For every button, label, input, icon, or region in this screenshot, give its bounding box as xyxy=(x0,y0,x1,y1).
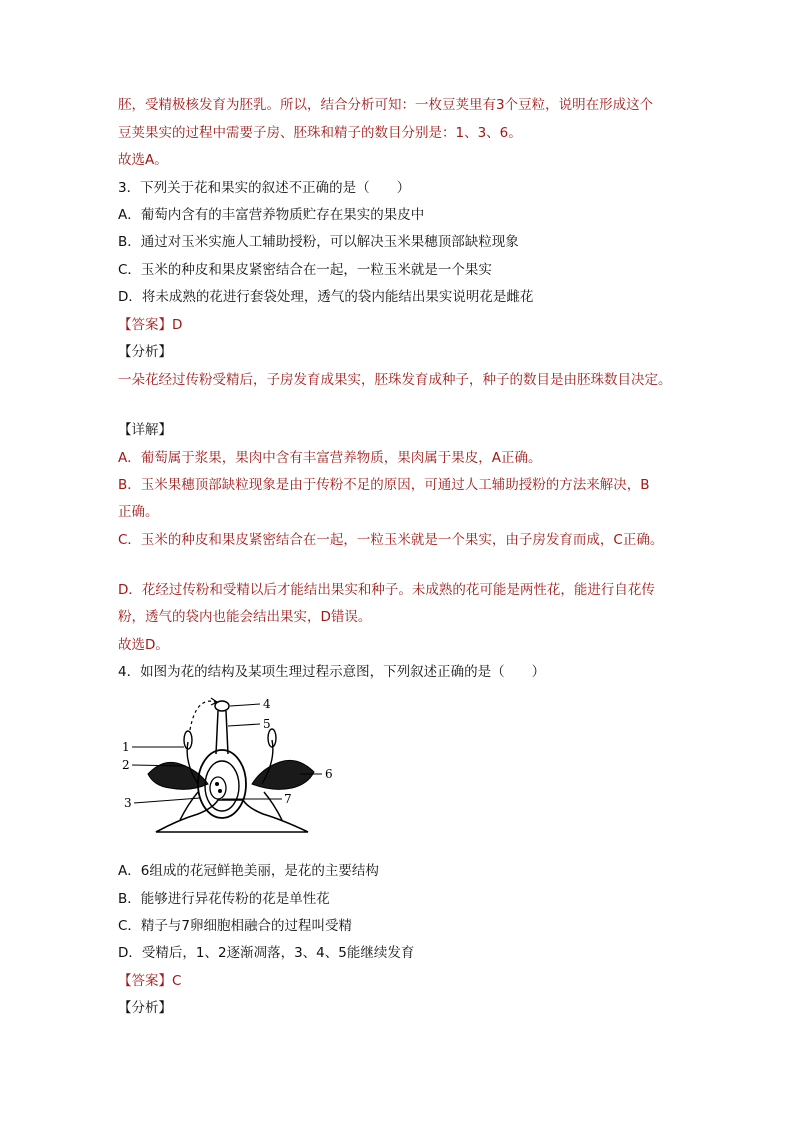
text-line-l6: B．通过对玉米实施人工辅助授粉，可以解决玉米果穗顶部缺粒现象 xyxy=(118,234,519,250)
text-line-l3: 故选A。 xyxy=(118,152,168,168)
leader-line-4 xyxy=(230,704,260,706)
text-line-l8: D．将未成熟的花进行套袋处理，透气的袋内能结出果实说明花是雌花 xyxy=(118,289,534,305)
text-line-l1: 胚，受精极核发育为胚乳。所以，结合分析可知：一枚豆荚里有3个豆粒，说明在形成这个 xyxy=(118,97,654,113)
text-line-l25: 【答案】C xyxy=(118,973,182,989)
diagram-label-2: 2 xyxy=(122,758,130,772)
text-line-l11: 一朵花经过传粉受精后，子房发育成果实，胚珠发育成种子，种子的数目是由胚珠数目决定。 xyxy=(118,372,672,388)
diagram-label-4: 4 xyxy=(263,697,271,711)
egg-cell-dot xyxy=(215,782,219,786)
flower-structure-svg xyxy=(118,692,348,842)
text-line-l5: A．葡萄内含有的丰富营养物质贮存在果实的果皮中 xyxy=(118,207,425,223)
polar-nucleus-dot xyxy=(218,789,222,793)
text-line-l4: 3．下列关于花和果实的叙述不正确的是（ ） xyxy=(118,180,411,196)
text-line-l24: D．受精后，1、2逐渐凋落，3、4、5能继续发育 xyxy=(118,945,415,961)
text-line-l22: B．能够进行异花传粉的花是单性花 xyxy=(118,891,330,907)
text-line-l15: 正确。 xyxy=(118,504,159,520)
text-line-l10: 【分析】 xyxy=(118,344,172,360)
diagram-label-6: 6 xyxy=(325,767,333,781)
text-line-l2: 豆荚果实的过程中需要子房、胚珠和精子的数目分别是：1、3、6。 xyxy=(118,125,522,141)
text-line-l17: D．花经过传粉和受精以后才能结出果实和种子。未成熟的花可能是两性花，能进行自花传 xyxy=(118,582,655,598)
text-line-l16: C．玉米的种皮和果皮紧密结合在一起，一粒玉米就是一个果实，由子房发育而成，C正确。 xyxy=(118,532,664,548)
text-line-l18: 粉，透气的袋内也能会结出果实，D错误。 xyxy=(118,609,372,625)
text-line-l21: A．6组成的花冠鲜艳美丽，是花的主要结构 xyxy=(118,863,379,879)
pollination-arrow-path xyxy=(190,701,216,730)
text-line-l23: C．精子与7卵细胞相融合的过程叫受精 xyxy=(118,918,353,934)
right-petal-shape xyxy=(252,760,314,789)
ovule-shape xyxy=(210,777,226,799)
diagram-label-1: 1 xyxy=(122,740,130,754)
text-line-l9: 【答案】D xyxy=(118,317,183,333)
diagram-label-3: 3 xyxy=(124,796,132,810)
left-sepal-shape xyxy=(180,792,198,820)
style-shape xyxy=(216,711,228,754)
text-line-l19: 故选D。 xyxy=(118,637,169,653)
diagram-label-7: 7 xyxy=(284,792,292,806)
diagram-label-5: 5 xyxy=(263,717,271,731)
leader-line-5 xyxy=(228,724,260,726)
text-line-l13: A．葡萄属于浆果，果肉中含有丰富营养物质，果肉属于果皮，A正确。 xyxy=(118,450,542,466)
text-line-l12: 【详解】 xyxy=(118,422,172,438)
flower-structure-diagram xyxy=(118,692,348,842)
text-line-l7: C．玉米的种皮和果皮紧密结合在一起，一粒玉米就是一个果实 xyxy=(118,262,492,278)
text-line-l20: 4．如图为花的结构及某项生理过程示意图，下列叙述正确的是（ ） xyxy=(118,664,546,680)
text-line-l26: 【分析】 xyxy=(118,1000,172,1016)
text-line-l14: B．玉米果穗顶部缺粒现象是由于传粉不足的原因，可通过人工辅助授粉的方法来解决，B xyxy=(118,477,650,493)
